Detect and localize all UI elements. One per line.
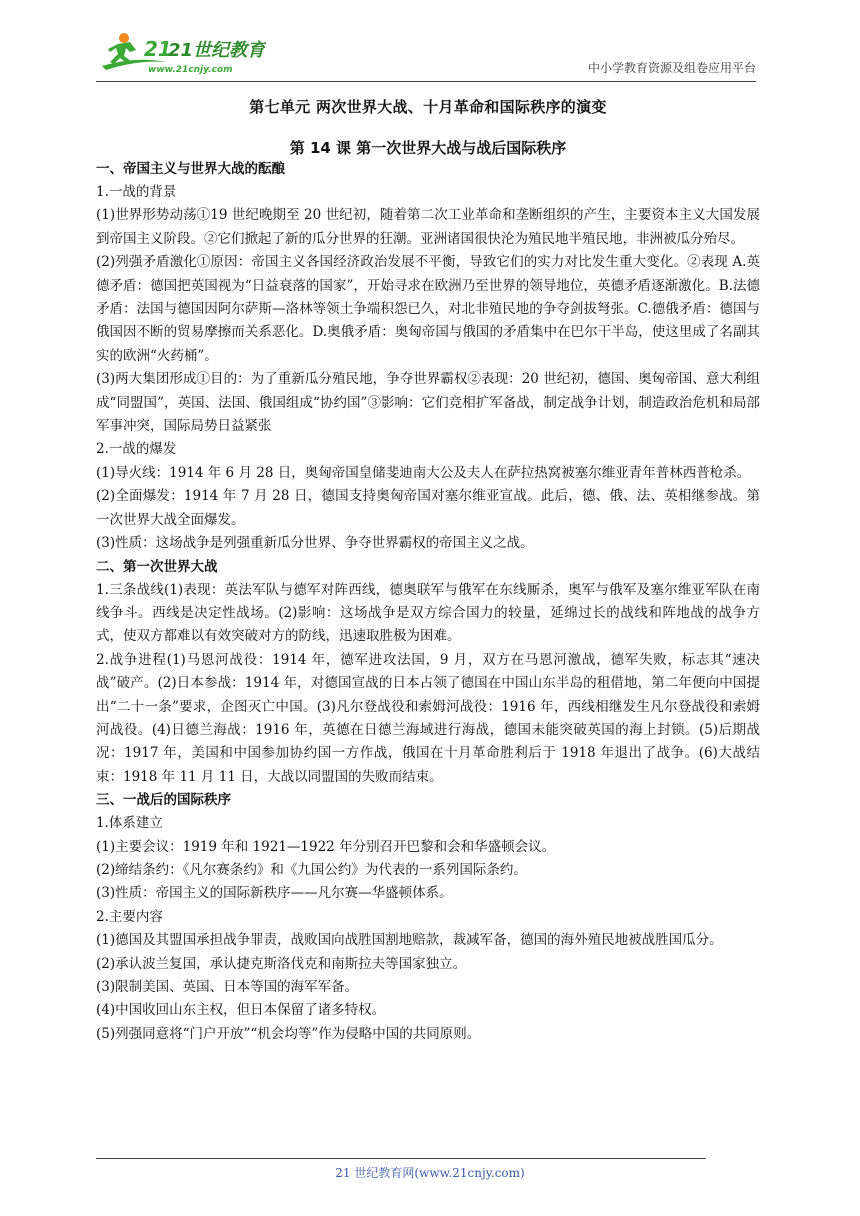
paragraph: (1)世界形势动荡①19 世纪晚期至 20 世纪初，随着第二次工业革命和垄断组织的产生，主要资本主义大国发展到帝国主义阶段。②它们掀起了新的瓜分世界的狂潮。亚洲诸国很快沦为殖民地半殖民地，非洲被瓜分殆尽。 xyxy=(96,207,760,247)
page-header xyxy=(96,26,756,82)
paragraph: 2.主要内容 xyxy=(96,908,163,925)
svg-text:21世纪教育: 21世纪教育 xyxy=(168,40,266,61)
section-heading: 三、一战后的国际秩序 xyxy=(96,792,231,809)
section-2 xyxy=(96,556,760,790)
logo xyxy=(96,26,266,78)
paragraph: (3)限制美国、英国、日本等国的海军军备。 xyxy=(96,979,359,995)
paragraph: (2)全面爆发：1914 年 7 月 28 日，德国支持奥匈帝国对塞尔维亚宣战。此后，德、俄、法、英相继参战。第一次世界大战全面爆发。 xyxy=(96,488,760,528)
paragraph: (3)性质：这场战争是列强重新瓜分世界、争夺世界霸权的帝国主义之战。 xyxy=(96,535,534,552)
paragraph: (3)两大集团形成①目的：为了重新瓜分殖民地，争夺世界霸权②表现：20 世纪初，德国、奥匈帝国、意大利组成“同盟国”，英国、法国、俄国组成“协约国”③影响：它们竞相扩军备战，制定战争计划，制造政治危机和局部军事冲突，国际局势日益紧张 xyxy=(96,371,760,435)
paragraph: (1)德国及其盟国承担战争罪责，战败国向战胜国割地赔款，裁减军备，德国的海外殖民地被战胜国瓜分。 xyxy=(96,932,723,949)
footer-text: 21 世纪教育网(www.21cnjy.com) xyxy=(335,1166,525,1180)
paragraph: (1)导火线：1914 年 6 月 28 日，奥匈帝国皇储斐迪南大公及夫人在萨拉热窝被塞尔维亚青年普林西普枪杀。 xyxy=(96,464,751,481)
section-heading: 二、第一次世界大战 xyxy=(96,558,218,575)
section-3 xyxy=(96,789,760,1046)
paragraph: (4)中国收回山东主权，但日本保留了诸多特权。 xyxy=(96,1002,386,1019)
paragraph: (2)缔结条约：《凡尔赛条约》和《九国公约》为代表的一系列国际条约。 xyxy=(96,861,527,878)
lesson-title: 第 14 课 第一次世界大战与战后国际秩序 xyxy=(289,139,567,157)
paragraph: 2.战争进程(1)马恩河战役：1914 年，德军进攻法国，9 月，双方在马恩河激战，德军失败，标志其“速决战”破产。(2)日本参战：1914 年，对德国宣战的日本占领了德国在中国山东半岛的租借地，第二年便向中国提出“二十一条”要求，企图灭亡中国。(3)凡尔登战役和索姆河战役：1916 年，西线相继发生凡尔登战役和索姆河战役。(4)日德兰海战：1916 年，英德在日德兰海域进行海战，德国未能突破英国的海上封锁。(5)后期战况：1917 年，美国和中国参加协约国一方作战，俄国在十月革命胜利后于 1918 年退出了战争。(6)大战结束：1918 年 11 月 11 日，大战以同盟国的失败而结束。 xyxy=(96,651,760,785)
paragraph: (3)性质：帝国主义的国际新秩序——凡尔赛—华盛顿体系。 xyxy=(96,885,453,902)
paragraph: 1.体系建立 xyxy=(96,815,163,832)
document-body xyxy=(96,96,760,1046)
paragraph: 2.一战的爆发 xyxy=(96,441,177,458)
header-divider xyxy=(96,81,756,82)
paragraph: (1)主要会议：1919 年和 1921—1922 年分别召开巴黎和会和华盛顿会议。 xyxy=(96,838,556,855)
svg-text:21: 21 xyxy=(144,37,172,61)
section-heading: 一、帝国主义与世界大战的酝酿 xyxy=(96,161,285,177)
paragraph: (2)承认波兰复国，承认捷克斯洛伐克和南斯拉夫等国家独立。 xyxy=(96,955,467,972)
footer-divider xyxy=(96,1158,706,1159)
paragraph: 1.一战的背景 xyxy=(96,184,177,200)
header-platform-text: 中小学教育资源及组卷应用平台 xyxy=(587,61,756,75)
paragraph: (2)列强矛盾激化①原因：帝国主义各国经济政治发展不平衡，导致它们的实力对比发生重大变化。②表现 A.英德矛盾：德国把英国视为“日益衰落的国家”，开始寻求在欧洲乃至世界的领导地位，英德矛盾逐渐激化。B.法德矛盾：法国与德国因阿尔萨斯—洛林等领土争端积怨已久，对北非殖民地的争夺剑拔弩张。C.德俄矛盾：德国与俄国因不断的贸易摩擦而关系恶化。D.奥俄矛盾：奥匈帝国与俄国的矛盾集中在巴尔干半岛，使这里成了名副其实的欧洲“火药桶”。 xyxy=(96,254,760,364)
logo-icon xyxy=(96,26,266,78)
svg-text:www.21cnjy.com: www.21cnjy.com xyxy=(148,65,233,75)
unit-title: 第七单元 两次世界大战、十月革命和国际秩序的演变 xyxy=(249,98,607,116)
paragraph: 1.三条战线(1)表现：英法军队与德军对阵西线，德奥联军与俄军在东线厮杀，奥军与俄军及塞尔维亚军队在南线争斗。西线是决定性战场。(2)影响：这场战争是双方综合国力的较量，延绵过长的战线和阵地战的战争方式，使双方都难以有效突破对方的防线，迅速取胜极为困难。 xyxy=(96,581,760,645)
paragraph: (5)列强同意将“门户开放”“机会均等”作为侵略中国的共同原则。 xyxy=(96,1025,481,1042)
section-1 xyxy=(96,158,760,556)
